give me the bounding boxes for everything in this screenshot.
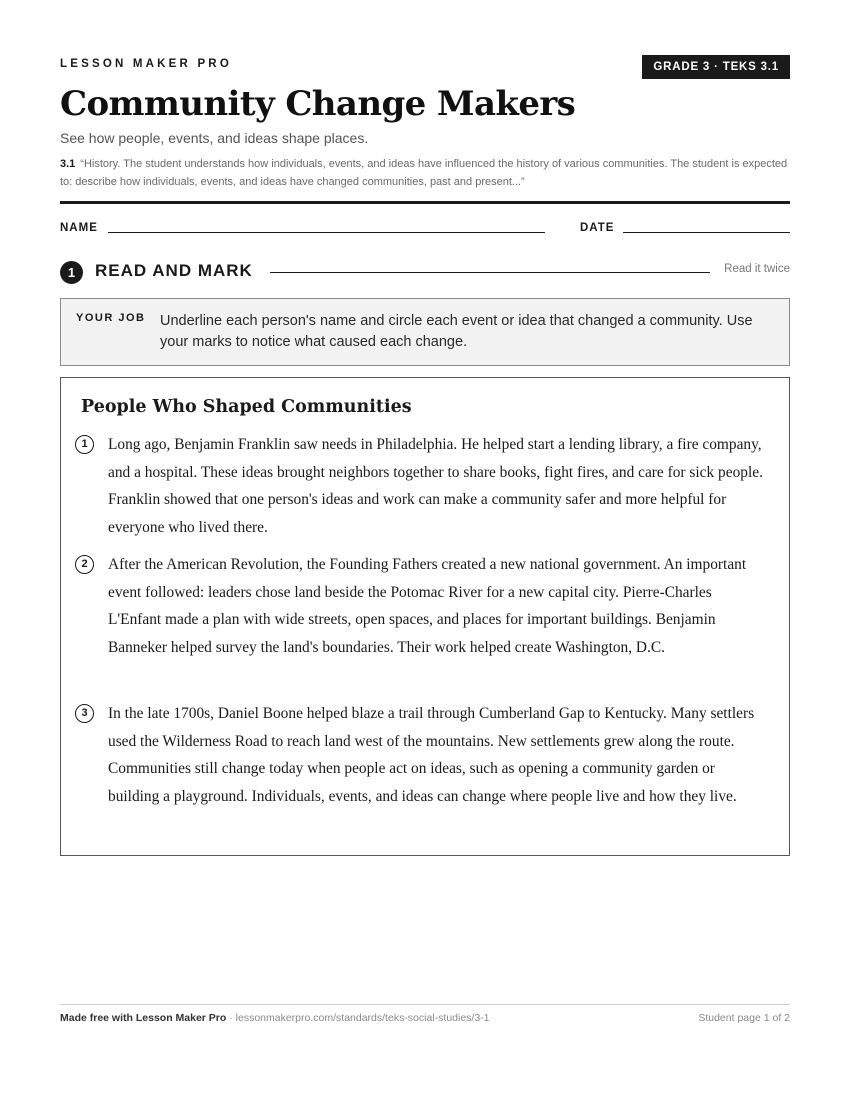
footer-separator: · [226,1012,236,1024]
instructions-text: Underline each person's name and circle each event or idea that changed a community. Use your marks to notice what caused each change. [160,313,753,350]
passage-title: People Who Shaped Communities [81,397,412,417]
paragraph-number: 2 [75,555,94,574]
date-label: DATE [580,222,615,234]
name-label: NAME [60,222,98,234]
paragraph-number: 1 [75,435,94,454]
section-divider [270,272,710,273]
paragraph-text: Long ago, Benjamin Franklin saw needs in Philadelphia. He helped start a lending library, a fire company, and a hospital. These ideas brought neighbors together to share books, fight fires, and care for sick people. Franklin showed that one person's ideas and work can make a community safer and more helpful for everyone who lived there. [108,436,763,537]
section-number-badge: 1 [60,261,83,284]
footer-divider [60,1004,790,1005]
standard-code: 3.1 [60,158,76,170]
page-indicator: Student page 1 of 2 [698,1012,790,1024]
section-title: READ AND MARK [95,261,253,280]
header-divider [60,201,790,204]
instructions-box [60,298,790,366]
footer-credit [60,1012,490,1024]
page-title: Community Change Makers [60,84,576,124]
paragraph-text: After the American Revolution, the Founding Fathers created a new national government. An important event followed: leaders chose land beside the Potomac River for a new capital city. Pierre-Charles L'Enfant made a plan with wide streets, open spaces, and places for important buildings. Benjamin Banneker helped survey the land's boundaries. Their work helped create Washington, D.C. [108,556,747,657]
instructions-label: YOUR JOB [76,312,146,324]
brand-name: LESSON MAKER PRO [60,58,232,70]
footer-url[interactable]: lessonmakerpro.com/standards/teks-social-studies/3-1 [235,1012,490,1024]
reading-passage-box [60,377,790,856]
paragraph-text: In the late 1700s, Daniel Boone helped blaze a trail through Cumberland Gap to Kentucky. Many settlers used the Wilderness Road to reach land west of the mountains. New settlements grew along the route. Communities still change today when people act on ideas, such as opening a community garden or building a playground. Individuals, events, and ideas can change where people live and how they live. [108,705,755,806]
date-field[interactable] [623,232,790,233]
standard-text: “History. The student understands how individuals, events, and ideas have influenced the history of various communities. The student is expected to: describe how individuals, events, and ideas have changed communities, past and present...” [60,158,788,188]
page-subtitle: See how people, events, and ideas shape places. [60,130,369,146]
section-note: Read it twice [724,263,790,275]
standard-description [60,156,790,191]
name-field[interactable] [108,232,545,233]
worksheet-page [60,0,790,1100]
paragraph-number: 3 [75,704,94,723]
grade-badge: GRADE 3 · TEKS 3.1 [642,55,790,79]
footer-made-with: Made free with Lesson Maker Pro [60,1012,227,1024]
